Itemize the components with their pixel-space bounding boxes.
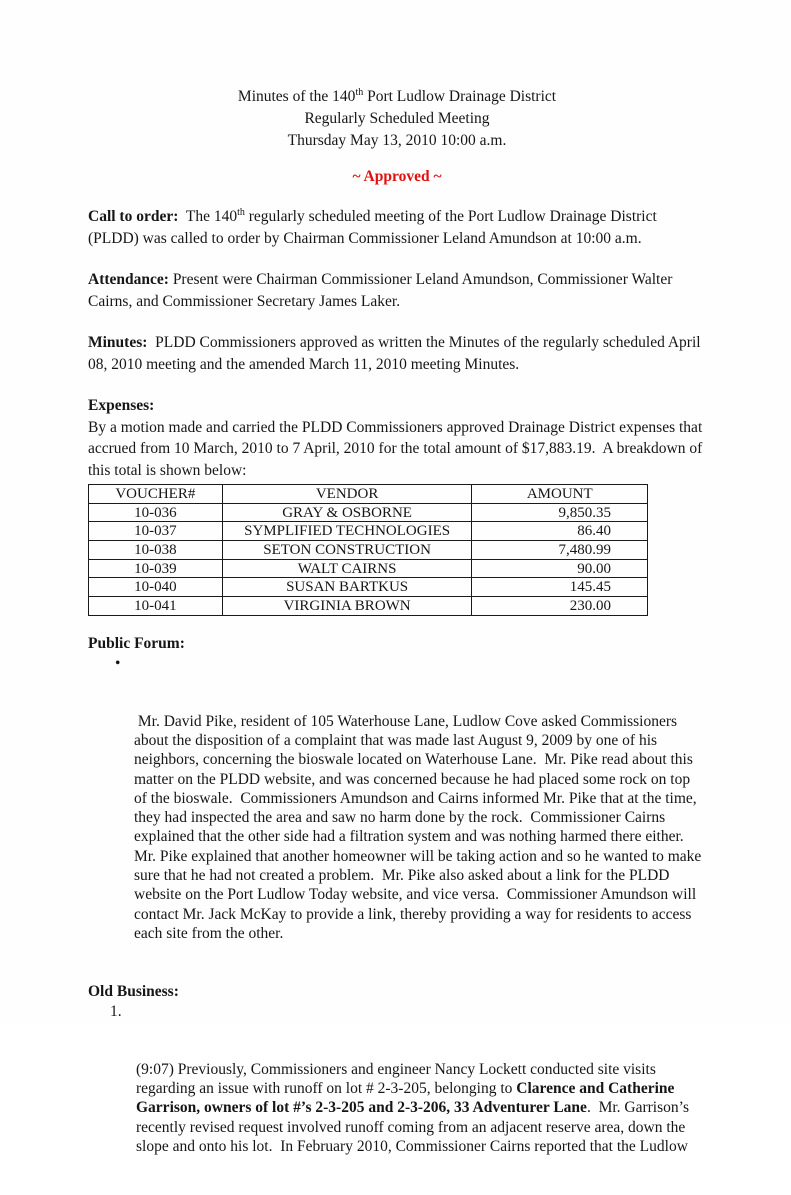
amount-cell: 7,480.99: [472, 541, 648, 560]
amount-cell: 9,850.35: [472, 503, 648, 522]
column-header-amount: AMOUNT: [472, 485, 648, 504]
vendor-cell: SUSAN BARTKUS: [222, 578, 472, 597]
voucher-cell: 10-037: [89, 522, 223, 541]
voucher-cell: 10-041: [89, 597, 223, 616]
attendance-paragraph: [88, 269, 706, 312]
public-forum-text: Mr. David Pike, resident of 105 Waterhouse Lane, Ludlow Cove asked Commissioners about the disposition of a complaint that was made last August 9, 2009 by one of his neighbors, concerning the bioswale located on Waterhouse Lane. Mr. Pike read about this matter on the PLDD website, and was concerned because he had placed some rock on top of the bioswale. Commissioners Amundson and Cairns informed Mr. Pike that at the time, they had inspected the area and saw no harm done by the rock. Commissioner Cairns explained that the other side had a filtration system and was nothing harmed there either. Mr. Pike explained that another homeowner will be taking action and so he wanted to make sure that he had not created a problem. Mr. Pike also asked about a link for the PLDD website on the Port Ludlow Today website, and vice versa. Commissioner Amundson will contact Mr. Jack McKay to provide a link, thereby providing a way for residents to access each site from the other.: [134, 712, 706, 942]
vendor-cell: GRAY & OSBORNE: [222, 503, 472, 522]
old-business-item-1: [88, 1002, 706, 1195]
old-business-text-post: . Mr. Garrison’s recently revised request involved runoff coming from an adjacent reserve area, down the slope and onto his lot. In February 2010, Commissioner Cairns reported that the Ludlow: [136, 1099, 693, 1155]
table-row: [89, 541, 648, 560]
old-business-text-pre: (9:07) Previously, Commissioners and engineer Nancy Lockett conducted site visits regarding an issue with runoff on lot # 2-3-205, belonging to: [136, 1060, 660, 1098]
attendance-text: Present were Chairman Commissioner Leland Amundson, Commissioner Walter Cairns, and Commissioner Secretary James Laker.: [88, 271, 677, 310]
doc-title-line3: Thursday May 13, 2010 10:00 a.m.: [287, 132, 507, 149]
public-forum-bullet-item: [88, 654, 706, 982]
table-row: [89, 522, 648, 541]
bullet-marker: •: [115, 654, 121, 672]
table-row: [89, 578, 648, 597]
list-number-marker: 1.: [110, 1002, 122, 1020]
voucher-cell: 10-036: [89, 503, 223, 522]
ordinal-suffix: th: [355, 86, 364, 98]
minutes-label: Minutes:: [88, 334, 148, 351]
minutes-paragraph: [88, 332, 706, 375]
expenses-text: By a motion made and carried the PLDD Commissioners approved Drainage District expenses that accrued from 10 March, 2010 to 7 April, 2010 for the total amount of $17,883.19. A breakdown of this total is shown below:: [88, 418, 707, 479]
expense-table-header-row: [89, 485, 648, 504]
approved-stamp: ~ Approved ~: [352, 168, 442, 185]
doc-title-line1-post: Port Ludlow Drainage District: [363, 88, 557, 105]
voucher-cell: 10-039: [89, 559, 223, 578]
amount-cell: 90.00: [472, 559, 648, 578]
call-to-order-label: Call to order:: [88, 208, 179, 225]
voucher-cell: 10-038: [89, 541, 223, 560]
old-business-heading: Old Business:: [88, 982, 179, 1000]
amount-cell: 86.40: [472, 522, 648, 541]
vendor-cell: SETON CONSTRUCTION: [222, 541, 472, 560]
expense-table: [88, 484, 648, 616]
call-to-order-text: regularly scheduled meeting of the Port Ludlow Drainage District (PLDD) was called to order by Chairman Commissioner Leland Amundson at 10:00 a.m.: [88, 208, 661, 247]
document-content: [88, 86, 706, 1195]
column-header-vendor: VENDOR: [222, 485, 472, 504]
expenses-paragraph: [88, 395, 706, 481]
table-row: [89, 503, 648, 522]
table-row: [89, 597, 648, 616]
table-row: [89, 559, 648, 578]
old-business-text-bold: Clarence and Catherine Garrison, owners of lot #’s 2-3-205 and 2-3-206, 33 Adventurer Lane: [136, 1080, 679, 1117]
call-to-order-text-pre: The 140: [178, 208, 238, 225]
vendor-cell: WALT CAIRNS: [222, 559, 472, 578]
amount-cell: 230.00: [472, 597, 648, 616]
column-header-voucher: VOUCHER#: [89, 485, 223, 504]
call-to-order-paragraph: [88, 206, 706, 249]
doc-title-line2: Regularly Scheduled Meeting: [304, 110, 490, 127]
document-title-block: [88, 86, 706, 152]
old-business-item-text: [88, 1060, 706, 1156]
attendance-label: Attendance:: [88, 271, 169, 288]
voucher-cell: 10-040: [89, 578, 223, 597]
doc-title-line1-pre: Minutes of the 140: [237, 88, 356, 105]
ordinal-suffix: th: [237, 206, 245, 218]
expenses-label: Expenses:: [88, 397, 155, 414]
minutes-text: PLDD Commissioners approved as written the Minutes of the regularly scheduled April 08, 2010 meeting and the amended March 11, 2010 meeting Minutes.: [88, 334, 705, 373]
vendor-cell: VIRGINIA BROWN: [222, 597, 472, 616]
vendor-cell: SYMPLIFIED TECHNOLOGIES: [222, 522, 472, 541]
amount-cell: 145.45: [472, 578, 648, 597]
doc-title-line1: [88, 86, 706, 108]
public-forum-heading: Public Forum:: [88, 634, 185, 652]
